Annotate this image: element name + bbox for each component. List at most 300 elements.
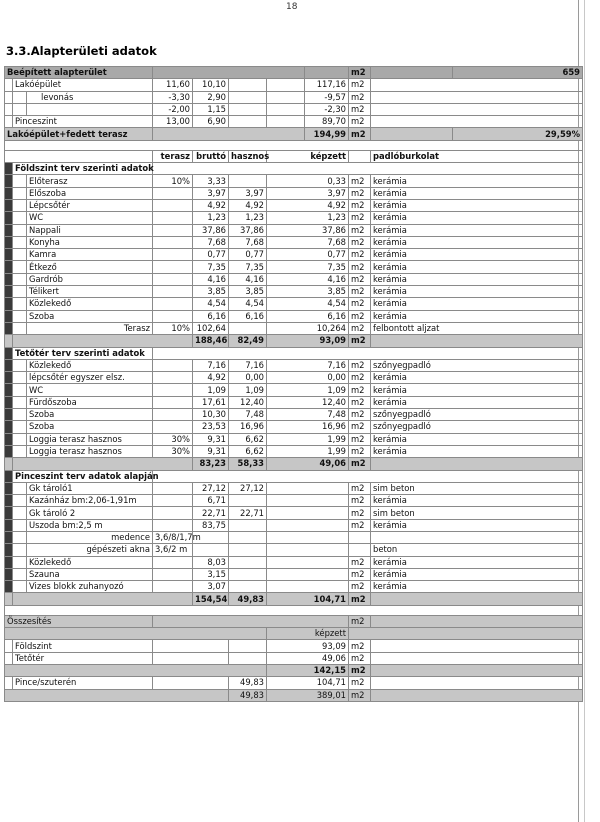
table-cell: [5, 224, 13, 236]
value-cell: 89,70: [305, 116, 349, 128]
table-cell: [5, 199, 13, 211]
value-cell: 27,12: [229, 482, 267, 494]
unit-cell: m2: [349, 199, 371, 211]
total-cell: 104,71: [267, 593, 349, 605]
table-row: [5, 495, 583, 507]
table-cell: [5, 372, 13, 384]
material-cell: kerámia: [371, 372, 583, 384]
material-cell: kerámia: [371, 236, 583, 248]
unit-cell: m2: [349, 458, 371, 470]
value-cell: -3,30: [153, 91, 193, 103]
table-row: [5, 640, 583, 652]
table-cell: [13, 298, 27, 310]
table-cell: [371, 640, 583, 652]
value-cell: 49,83: [229, 677, 267, 689]
table-cell: [13, 445, 27, 457]
value-cell: [153, 568, 193, 580]
material-cell: kerámia: [371, 581, 583, 593]
material-cell: kerámia: [371, 199, 583, 211]
value-cell: 12,40: [229, 396, 267, 408]
table-cell: [371, 116, 583, 128]
table-cell: [13, 212, 27, 224]
material-cell: kerámia: [371, 175, 583, 187]
value-cell: 8,03: [193, 556, 229, 568]
value-cell: [229, 652, 267, 664]
unit-cell: m2: [349, 128, 371, 140]
material-cell: kerámia: [371, 249, 583, 261]
table-cell: [5, 236, 13, 248]
table-row: [5, 396, 583, 408]
table-row: [5, 261, 583, 273]
table-cell: [13, 384, 27, 396]
table-row: [5, 298, 583, 310]
row-label: Földszint: [13, 640, 153, 652]
total-cell: 49,83: [229, 593, 267, 605]
table-cell: [13, 187, 27, 199]
table-cell: [13, 409, 27, 421]
table-cell: [371, 677, 583, 689]
material-cell: szőnyegpadló: [371, 409, 583, 421]
value-cell: 7,16: [229, 359, 267, 371]
value-cell: 194,99: [305, 128, 349, 140]
section-header: Pinceszint terv adatok alapján: [13, 470, 153, 482]
table-row: [5, 224, 583, 236]
table-row: [5, 384, 583, 396]
value-cell: [229, 531, 267, 543]
table-cell: [13, 310, 27, 322]
material-cell: kerámia: [371, 261, 583, 273]
table-cell: [5, 433, 13, 445]
value-cell: [153, 212, 193, 224]
value-cell: 7,48: [267, 409, 349, 421]
table-cell: [5, 409, 13, 421]
row-label: Fürdőszoba: [27, 396, 153, 408]
value-cell: [267, 544, 349, 556]
table-cell: [229, 322, 267, 334]
value-cell: 6,16: [229, 310, 267, 322]
table-row: [5, 273, 583, 285]
table-cell: [5, 384, 13, 396]
table-row: [5, 470, 583, 482]
table-cell: [5, 396, 13, 408]
unit-cell: m2: [349, 79, 371, 91]
unit-cell: m2: [349, 273, 371, 285]
value-cell: [153, 310, 193, 322]
row-label: Szoba: [27, 409, 153, 421]
value-cell: 37,86: [193, 224, 229, 236]
row-label: Vizes blokk zuhanyozó: [27, 581, 153, 593]
value-cell: [153, 507, 193, 519]
material-cell: kerámia: [371, 433, 583, 445]
value-cell: [229, 175, 267, 187]
table-cell: [371, 652, 583, 664]
table-cell: [5, 628, 267, 640]
table-cell: [153, 128, 305, 140]
table-cell: [13, 236, 27, 248]
table-cell: [13, 372, 27, 384]
table-cell: [13, 593, 193, 605]
table-cell: [267, 91, 305, 103]
material-cell: kerámia: [371, 519, 583, 531]
table-cell: [267, 116, 305, 128]
unit-cell: m2: [349, 640, 371, 652]
section-header: Tetőtér terv szerinti adatok: [13, 347, 153, 359]
value-cell: [153, 273, 193, 285]
unit-cell: m2: [349, 495, 371, 507]
value-cell: 17,61: [193, 396, 229, 408]
unit-cell: m2: [349, 372, 371, 384]
table-row: [5, 605, 583, 615]
value-cell: 37,86: [267, 224, 349, 236]
table-cell: [5, 445, 13, 457]
material-cell: kerámia: [371, 495, 583, 507]
value-cell: [267, 507, 349, 519]
table-cell: [5, 335, 13, 347]
value-cell: 6,62: [229, 433, 267, 445]
table-row: [5, 212, 583, 224]
value-cell: 22,71: [193, 507, 229, 519]
value-cell: 3,33: [193, 175, 229, 187]
row-label: [13, 91, 27, 103]
table-cell: [5, 495, 13, 507]
value-cell: 3,97: [267, 187, 349, 199]
table-cell: [153, 163, 583, 175]
row-label: levonás: [27, 91, 153, 103]
value-cell: 1,99: [267, 445, 349, 457]
value-cell: 0,77: [229, 249, 267, 261]
table-cell: [13, 544, 27, 556]
unit-cell: m2: [349, 652, 371, 664]
value-cell: 4,54: [193, 298, 229, 310]
material-cell: kerámia: [371, 187, 583, 199]
table-cell: [371, 335, 583, 347]
table-cell: [5, 664, 267, 676]
value-cell: 4,92: [229, 199, 267, 211]
table-row: [5, 556, 583, 568]
table-cell: [13, 556, 27, 568]
value-cell: 3,6/2 m: [153, 544, 193, 556]
table-row: [5, 615, 583, 627]
value-cell: 3,85: [229, 286, 267, 298]
table-cell: [13, 249, 27, 261]
table-row: [5, 531, 583, 543]
material-cell: kerámia: [371, 396, 583, 408]
unit-cell: m2: [349, 91, 371, 103]
table-cell: [13, 273, 27, 285]
material-cell: kerámia: [371, 384, 583, 396]
table-row: [5, 372, 583, 384]
row-label: [13, 103, 27, 115]
value-cell: 10,30: [193, 409, 229, 421]
table-cell: [229, 91, 267, 103]
value-cell: [153, 556, 193, 568]
total-cell: 49,83: [229, 689, 267, 701]
material-cell: kerámia: [371, 556, 583, 568]
table-row: [5, 628, 583, 640]
row-label: Terasz: [27, 322, 153, 334]
total-cell: 142,15: [267, 664, 349, 676]
row-label: Kazánház bm:2,06-1,91m: [27, 495, 153, 507]
value-cell: 16,96: [229, 421, 267, 433]
value-cell: [153, 236, 193, 248]
page-number: 18: [286, 2, 298, 12]
unit-cell: m2: [349, 482, 371, 494]
block-footer-label: Lakóépület+fedett terasz: [5, 128, 153, 140]
table-row: [5, 581, 583, 593]
table-row: [5, 507, 583, 519]
table-row: [5, 163, 583, 175]
row-label: Tetőtér: [13, 652, 153, 664]
row-label: Közlekedő: [27, 359, 153, 371]
table-row: [5, 187, 583, 199]
value-cell: 102,64: [193, 322, 229, 334]
table-cell: [229, 79, 267, 91]
value-cell: [229, 568, 267, 580]
table-row: [5, 67, 583, 79]
table-cell: [153, 347, 583, 359]
table-cell: [5, 568, 13, 580]
unit-cell: m2: [349, 335, 371, 347]
value-cell: [153, 298, 193, 310]
table-cell: [13, 519, 27, 531]
value-cell: 10,264: [267, 322, 349, 334]
value-cell: [229, 519, 267, 531]
table-cell: [5, 347, 13, 359]
unit-cell: m2: [349, 187, 371, 199]
unit-cell: m2: [349, 593, 371, 605]
table-cell: [371, 128, 453, 140]
value-cell: 7,68: [267, 236, 349, 248]
table-cell: [13, 531, 27, 543]
percent-cell: 29,59%: [453, 128, 583, 140]
column-header: terasz: [153, 150, 193, 162]
table-cell: [267, 103, 305, 115]
table-cell: [5, 298, 13, 310]
table-row: [5, 664, 583, 676]
table-cell: [5, 79, 13, 91]
row-label: Szauna: [27, 568, 153, 580]
table-cell: [5, 677, 13, 689]
value-cell: [267, 531, 349, 543]
table-cell: [5, 322, 13, 334]
row-label: WC: [27, 384, 153, 396]
value-cell: 9,31: [193, 433, 229, 445]
table-row: [5, 236, 583, 248]
value-cell: 3,85: [193, 286, 229, 298]
value-cell: [267, 519, 349, 531]
unit-cell: m2: [349, 677, 371, 689]
value-cell: 3,85: [267, 286, 349, 298]
value-cell: 49,06: [267, 652, 349, 664]
value-cell: 11,60: [153, 79, 193, 91]
value-cell: 37,86: [229, 224, 267, 236]
table-row: [5, 409, 583, 421]
value-cell: 2,90: [193, 91, 229, 103]
value-cell: 7,35: [229, 261, 267, 273]
value-cell: -2,30: [305, 103, 349, 115]
value-cell: 659: [453, 67, 583, 79]
value-cell: 1,23: [267, 212, 349, 224]
value-cell: [267, 568, 349, 580]
row-label: Télikert: [27, 286, 153, 298]
row-label: Kamra: [27, 249, 153, 261]
value-cell: 6,71: [193, 495, 229, 507]
table-cell: [5, 581, 13, 593]
value-cell: 104,71: [267, 677, 349, 689]
table-cell: [5, 359, 13, 371]
table-cell: [349, 628, 583, 640]
area-data-table: [4, 66, 583, 702]
unit-cell: [349, 531, 371, 543]
value-cell: 7,68: [193, 236, 229, 248]
row-label: Közlekedő: [27, 298, 153, 310]
total-cell: 83,23: [193, 458, 229, 470]
value-cell: [153, 384, 193, 396]
value-cell: 1,99: [267, 433, 349, 445]
value-cell: 3,07: [193, 581, 229, 593]
value-cell: [153, 187, 193, 199]
table-row: [5, 482, 583, 494]
table-cell: [153, 67, 305, 79]
table-cell: [5, 175, 13, 187]
table-cell: [229, 103, 267, 115]
table-cell: [13, 359, 27, 371]
value-cell: [153, 495, 193, 507]
table-row: [5, 79, 583, 91]
unit-cell: m2: [349, 359, 371, 371]
table-row: [5, 359, 583, 371]
table-cell: [5, 103, 13, 115]
unit-cell: m2: [349, 409, 371, 421]
table-cell: [229, 116, 267, 128]
value-cell: [153, 286, 193, 298]
table-cell: [5, 261, 13, 273]
row-label: medence: [27, 531, 153, 543]
table-cell: [371, 91, 583, 103]
section-header: Földszint terv szerinti adatok: [13, 163, 153, 175]
unit-cell: m2: [349, 67, 371, 79]
table-cell: [13, 458, 193, 470]
value-cell: -9,57: [305, 91, 349, 103]
value-cell: 6,62: [229, 445, 267, 457]
material-cell: kerámia: [371, 445, 583, 457]
value-cell: [153, 409, 193, 421]
value-cell: 6,90: [193, 116, 229, 128]
table-row: [5, 519, 583, 531]
table-cell: [13, 507, 27, 519]
unit-cell: m2: [349, 384, 371, 396]
table-cell: [5, 544, 13, 556]
value-cell: 4,16: [229, 273, 267, 285]
value-cell: [267, 556, 349, 568]
table-cell: [371, 615, 583, 627]
value-cell: 4,16: [267, 273, 349, 285]
table-cell: [13, 286, 27, 298]
table-cell: [5, 507, 13, 519]
value-cell: 7,68: [229, 236, 267, 248]
summary-header: Összesítés: [5, 615, 153, 627]
table-cell: [5, 421, 13, 433]
table-cell: [13, 322, 27, 334]
unit-cell: m2: [349, 421, 371, 433]
row-label: Lépcsőtér: [27, 199, 153, 211]
total-cell: 58,33: [229, 458, 267, 470]
unit-cell: m2: [349, 396, 371, 408]
table-cell: [5, 212, 13, 224]
section-title: 3.3.Alapterületi adatok: [6, 44, 157, 58]
column-header: hasznos: [229, 150, 267, 162]
unit-cell: m2: [349, 224, 371, 236]
table-cell: [13, 396, 27, 408]
row-label: Gk tároló1: [27, 482, 153, 494]
table-cell: [13, 433, 27, 445]
material-cell: szőnyegpadló: [371, 359, 583, 371]
table-row: [5, 249, 583, 261]
table-row: [5, 116, 583, 128]
table-cell: [13, 421, 27, 433]
value-cell: 1,09: [267, 384, 349, 396]
row-label: Konyha: [27, 236, 153, 248]
value-cell: 93,09: [267, 640, 349, 652]
value-cell: 4,92: [193, 372, 229, 384]
value-cell: [153, 224, 193, 236]
row-label: Loggia terasz hasznos: [27, 445, 153, 457]
table-cell: [5, 249, 13, 261]
unit-cell: m2: [349, 286, 371, 298]
table-cell: [5, 91, 13, 103]
total-cell: 154,54: [193, 593, 229, 605]
row-label: [27, 103, 153, 115]
table-row: [5, 199, 583, 211]
table-row: [5, 458, 583, 470]
unit-cell: m2: [349, 689, 371, 701]
material-cell: kerámia: [371, 310, 583, 322]
value-cell: 10%: [153, 322, 193, 334]
total-cell: 93,09: [267, 335, 349, 347]
row-label: Loggia terasz hasznos: [27, 433, 153, 445]
row-label: WC: [27, 212, 153, 224]
value-cell: 0,00: [229, 372, 267, 384]
unit-cell: m2: [349, 433, 371, 445]
unit-cell: m2: [349, 568, 371, 580]
unit-cell: m2: [349, 615, 371, 627]
table-row: [5, 433, 583, 445]
unit-cell: m2: [349, 445, 371, 457]
value-cell: 3,97: [229, 187, 267, 199]
row-label: gépészeti akna: [27, 544, 153, 556]
total-cell: 188,46: [193, 335, 229, 347]
value-cell: 4,92: [267, 199, 349, 211]
row-label: Szoba: [27, 421, 153, 433]
table-cell: [5, 273, 13, 285]
value-cell: 1,23: [193, 212, 229, 224]
table-cell: [5, 286, 13, 298]
value-cell: 6,16: [267, 310, 349, 322]
table-cell: [5, 187, 13, 199]
material-cell: sim beton: [371, 482, 583, 494]
table-cell: [13, 568, 27, 580]
material-cell: kerámia: [371, 298, 583, 310]
table-cell: [371, 79, 583, 91]
unit-cell: m2: [349, 310, 371, 322]
value-cell: 0,33: [267, 175, 349, 187]
table-cell: [267, 79, 305, 91]
value-cell: 27,12: [193, 482, 229, 494]
column-header: képzett: [267, 150, 349, 162]
value-cell: 4,16: [193, 273, 229, 285]
material-cell: beton: [371, 544, 583, 556]
value-cell: 7,35: [267, 261, 349, 273]
